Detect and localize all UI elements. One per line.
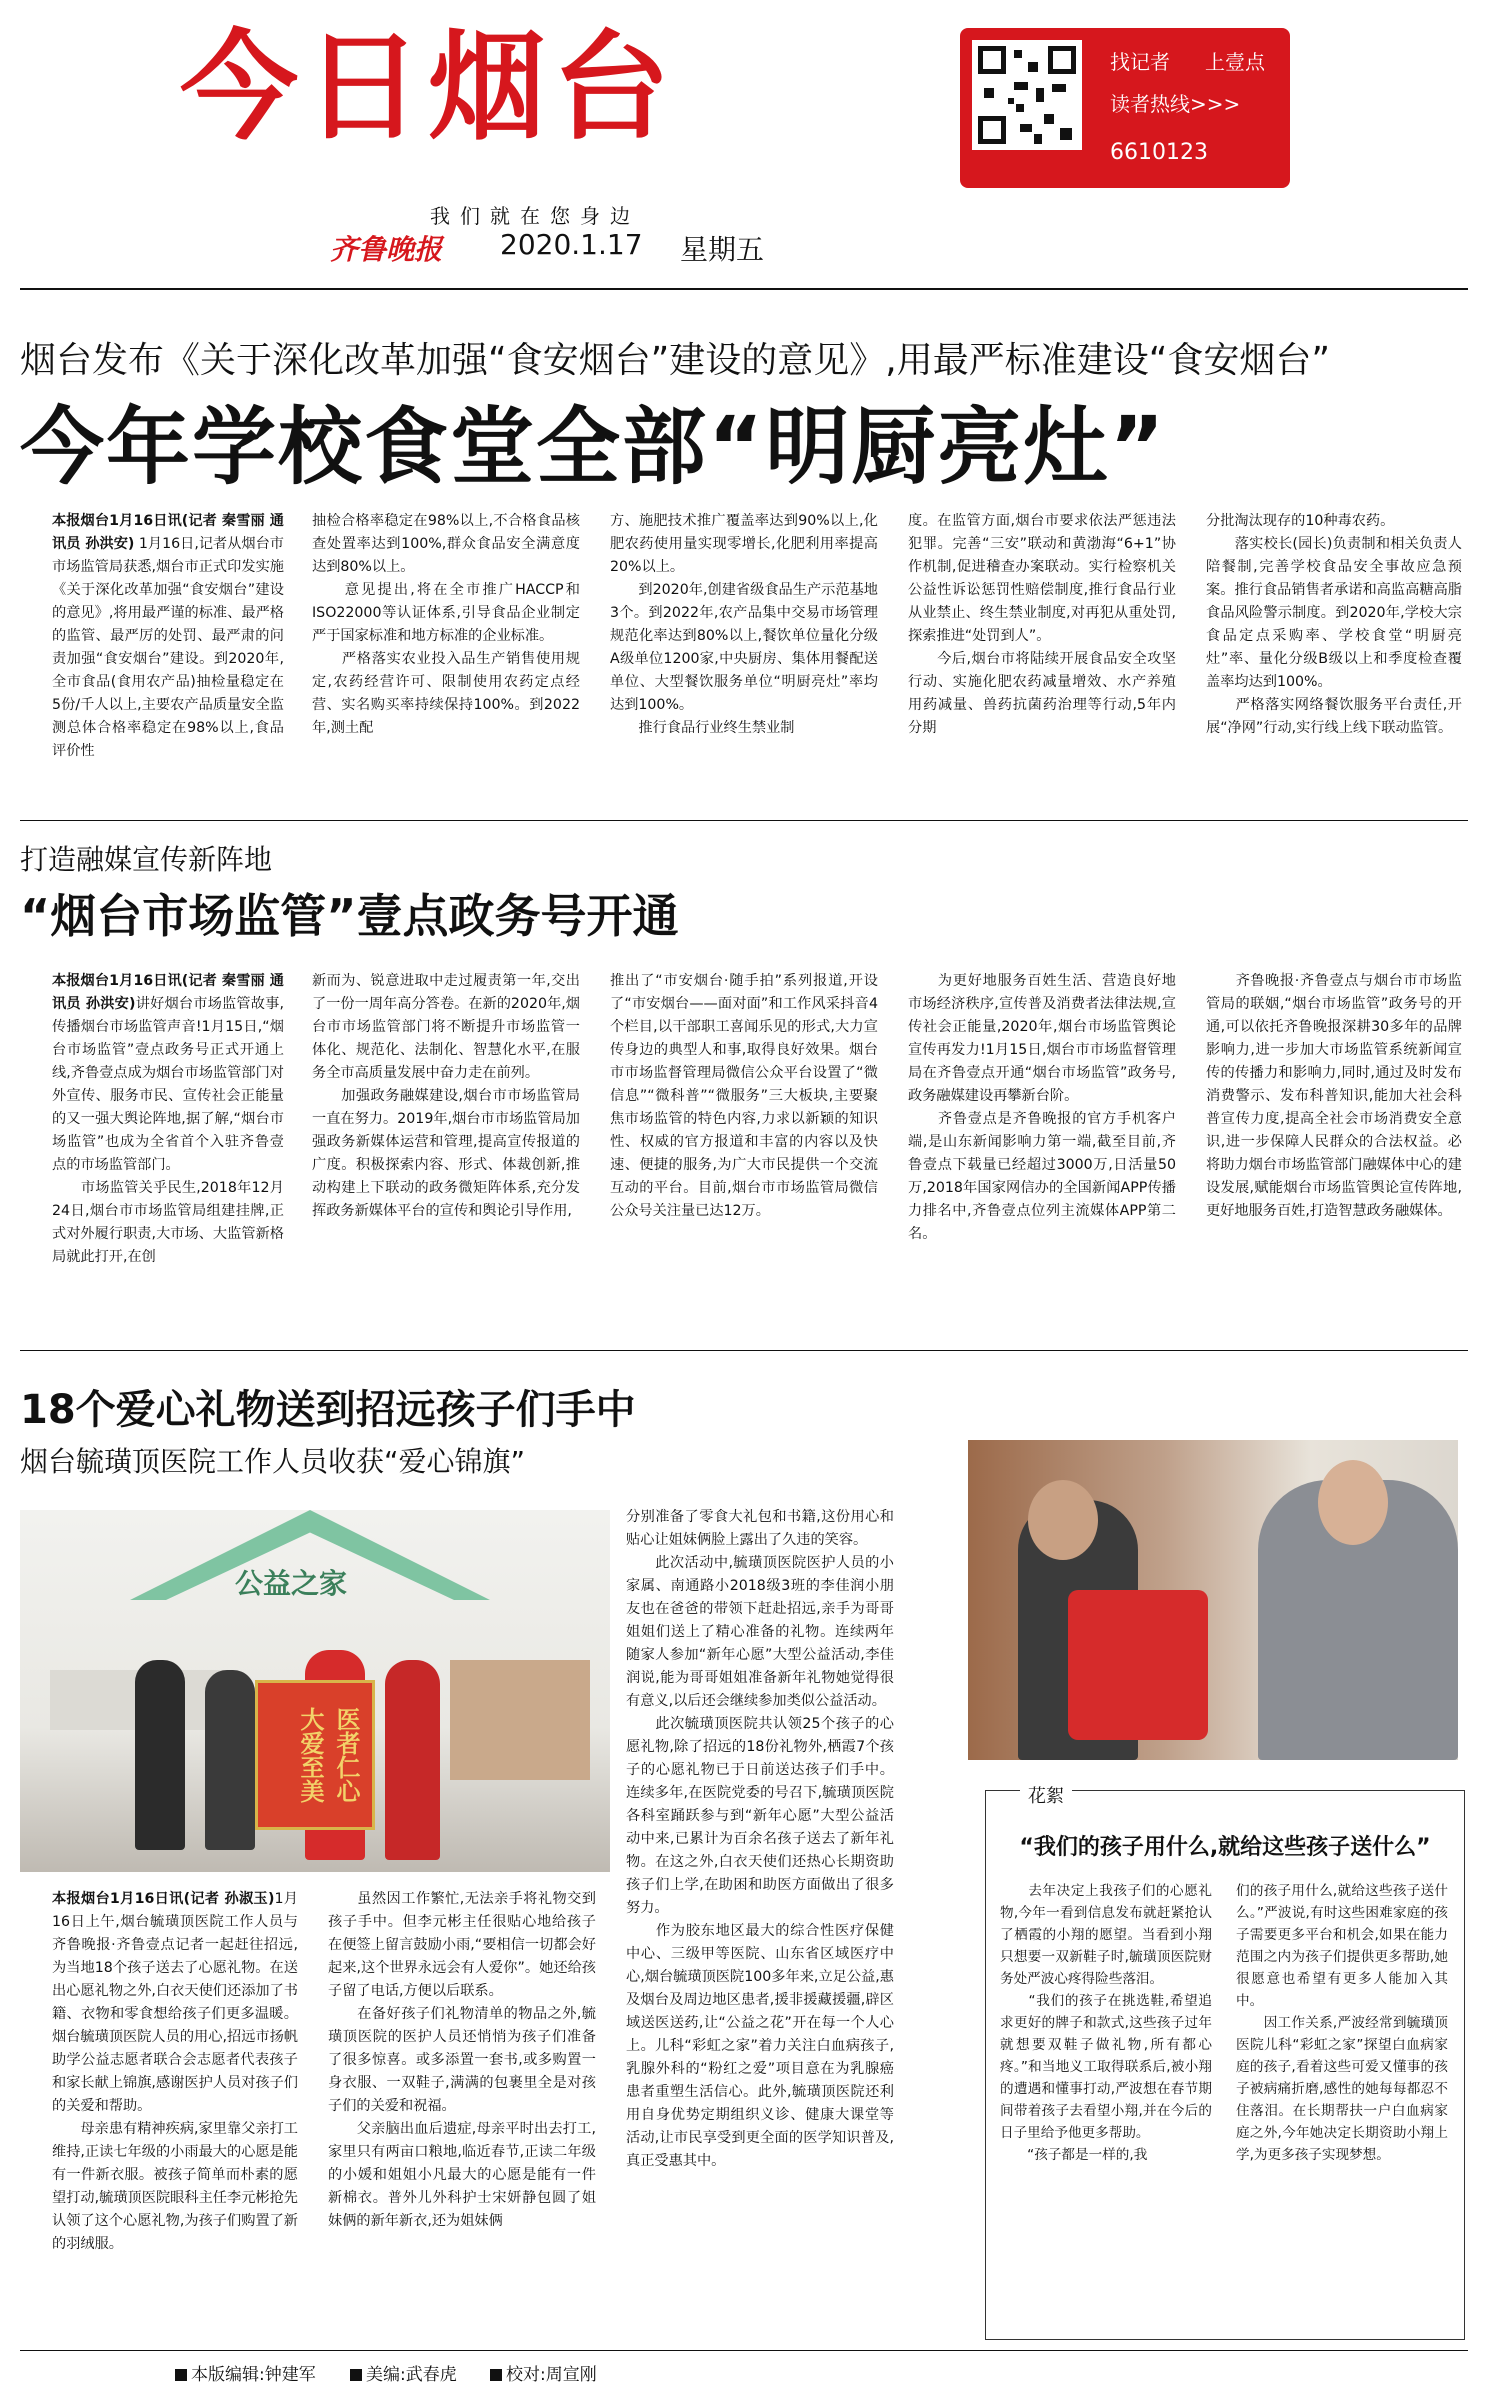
issue-weekday: 星期五 (680, 233, 765, 266)
section-divider-1 (20, 820, 1468, 821)
man-face (1318, 1460, 1388, 1545)
article3-text-1: 1月16日上午,烟台毓璜顶医院工作人员与齐鲁晚报·齐鲁壹点记者一起赶往招远,为当地18个孩子送去了心愿礼物。在送出心愿礼物之外,白衣天使们还添加了书籍、衣物和零食想给孩子们更多温暖。烟台毓璜顶医院人员的用心,招远市扬帆助学公益志愿者联合会志愿者代表孩子和家长献上锦旗,感谢医护人员对孩子们的关爱和帮助。 母亲患有精神疾病,家里靠父亲打工维持,正读七年级的小雨最大的心愿是能有一件新衣服。被孩子简单而朴素的愿望打动,毓璜顶医院眼科主任李元彬抢先认领了这个心愿礼物,为孩子们购置了新的羽绒服。 (52, 1891, 298, 2252)
section-divider-2 (20, 1350, 1468, 1351)
person-1 (135, 1660, 185, 1850)
footer-proofreader (490, 2360, 597, 2385)
article2-kicker: 打造融媒宣传新阵地 (20, 843, 273, 876)
bullet-square-icon (175, 2369, 187, 2381)
footer-editor (175, 2360, 316, 2385)
article3-column-1 (52, 1888, 298, 2256)
sidebar-title: “我们的孩子用什么,就给这些孩子送什么” (1019, 1835, 1431, 1860)
bullet-square-icon (350, 2369, 362, 2381)
bullet-square-icon (490, 2369, 502, 2381)
footer-editor-text: 本版编辑:钟建军 (191, 2365, 316, 2385)
article1-column-1 (52, 510, 284, 763)
footer-proofreader-text: 校对:周宣刚 (506, 2365, 597, 2385)
footer-designer (350, 2360, 457, 2385)
article2-column-5: 齐鲁晚报·齐鲁壹点与烟台市市场监管局的联姻,“烟台市场监管”政务号的开通,可以依托齐鲁晚报深耕30多年的品牌影响力,进一步加大市场监管系统新闻宣传的传播力和影响力,同时,通过及时发布消费警示、发布科普知识,能加大社会科普宣传力度,提高全社会市场消费安全意识,进一步保障人民群众的合法权益。必将助力烟台市场监管部门融媒体中心的建设发展,赋能烟台市场监管舆论宣传阵地,更好地服务百姓,打造智慧政务融媒体。 (1206, 973, 1462, 1219)
sidebar-column-2: 们的孩子用什么,就给这些孩子送什么。”严波说,有时这些困难家庭的孩子需要更多平台和机会,如果在能力范围之内为孩子们提供更多帮助,她很愿意也希望有更多人能加入其中。 因工作关系,严波经常到毓璜顶医院儿科“彩虹之家”探望白血病家庭的孩子,看着这些可爱又懂事的孩子被病痛折磨,感性的她每每都忍不住落泪。在长期帮扶一户白血病家庭之外,今年她决定长期资助小翔上学,为更多孩子实现梦想。 (1236, 1883, 1448, 2163)
sidebar-tag: 花絮 (1020, 1782, 1072, 1808)
article1-column-2: 抽检合格率稳定在98%以上,不合格食品核查处置率达到100%,群众食品安全满意度达到80%以上。 意见提出,将在全市推广HACCP和ISO22000等认证体系,引导食品企业制定严于国家标准和地方标准的企业标准。 严格落实农业投入品生产销售使用规定,农药经营许可、限制使用农药定点经营、实名购买率持续保持100%。到2022年,测土配 (312, 513, 580, 736)
article1-column-3: 方、施肥技术推广覆盖率达到90%以上,化肥农药使用量实现零增长,化肥利用率提高20%以上。 到2020年,创建省级食品生产示范基地3个。到2022年,农产品集中交易市场管理规范化率达到80%以上,餐饮单位量化分级A级单位1200家,中央厨房、集体用餐配送单位、大型餐饮服务单位“明厨亮灶”率均达到100%。 推行食品行业终生禁业制 (610, 513, 878, 736)
article1-headline: 今年学校食堂全部“明厨亮灶” (20, 398, 1167, 496)
masthead-brand: 齐鲁晚报 (330, 233, 443, 266)
masthead-slogan: 我们就在您身边 (430, 204, 640, 228)
hotline-number: 6610123 (1110, 140, 1208, 165)
masthead-title: 今日烟台 (180, 18, 677, 156)
masthead-rule (20, 288, 1468, 290)
gift-delivery-photo (968, 1440, 1458, 1760)
person-2 (205, 1670, 255, 1850)
article1-column-5: 分批淘汰现存的10种毒农药。 落实校长(园长)负责制和相关负责人陪餐制,完善学校食品安全事故应急预案。推行食品销售者承诺和高监高糖高脂食品风险警示制度。到2020年,学校大宗食品定点采购率、学校食堂“明厨亮灶”率、量化分级B级以上和季度检查覆盖率均达到100%。 严格落实网络餐饮服务平台责任,开展“净网”行动,实行线上线下联动监管。 (1206, 513, 1462, 736)
article3-column-3: 分别准备了零食大礼包和书籍,这份用心和贴心让姐妹俩脸上露出了久违的笑容。 此次活动中,毓璜顶医院医护人员的小家属、南通路小2018级3班的李佳润小朋友也在爸爸的带领下赶赴招远,亲手为哥哥姐姐们送上了精心准备的礼物。连续两年随家人参加“新年心愿”大型公益活动,李佳润说,能为哥哥姐姐准备新年礼物她觉得很有意义,以后还会继续参加类似公益活动。 此次毓璜顶医院共认领25个孩子的心愿礼物,除了招远的18份礼物外,栖霞7个孩子的心愿礼物已于日前送达孩子们手中。连续多年,在医院党委的号召下,毓璜顶医院各科室踊跃参与到“新年心愿”大型公益活动中来,已累计为百余名孩子送去了新年礼物。在这之外,白衣天使们还热心长期资助孩子们上学,在助困和助医方面做出了很多努力。 作为胶东地区最大的综合性医疗保健中心、三级甲等医院、山东省区域医疗中心,烟台毓璜顶医院100多年来,立足公益,惠及烟台及周边地区患者,援非援藏援疆,辟区域送医送药,让“公益之花”开在每一个人心上。儿科“彩虹之家”着力关注白血病孩子,乳腺外科的“粉红之爱”项目意在为乳腺癌患者重塑生活信心。此外,毓璜顶医院还利用自身优势定期组织义诊、健康大课堂等活动,让市民享受到更全面的医学知识普及,真正受惠其中。 (626, 1509, 894, 2169)
app-label: 上壹点 (1205, 50, 1265, 74)
gift-bag (1068, 1590, 1208, 1740)
article1-column-4: 度。在监管方面,烟台市要求依法严惩违法犯罪。完善“三安”联动和黄渤海“6+1”协作机制,促进稽查办案联动。实行检察机关公益性诉讼惩罚性赔偿制度,推行食品行业从业禁止、终生禁业制度,对再犯从重处罚,探索推进“处罚到人”。 今后,烟台市将陆续开展食品安全攻坚行动、实施化肥农药减量增效、水产养殖用药减量、兽药抗菌药治理等行动,5年内分期 (908, 513, 1176, 736)
honor-banner: 医者仁心 大爱至美 (255, 1680, 375, 1830)
photo-wall-sign: 公益之家 (235, 1567, 348, 1600)
footer-designer-text: 美编:武春虎 (366, 2365, 457, 2385)
hotline-label: 读者热线>>> (1110, 92, 1241, 116)
article3-byline: 本报烟台1月16日讯(记者 孙淑玉) (52, 1891, 275, 1907)
article3-column-2: 虽然因工作繁忙,无法亲手将礼物交到孩子手中。但李元彬主任很贴心地给孩子在便签上留言鼓励小雨,“要相信一切都会好起来,这个世界永远会有人爱你”。她还给孩子留了电话,方便以后联系。 在备好孩子们礼物清单的物品之外,毓璜顶医院的医护人员还悄悄为孩子们准备了很多惊喜。或多添置一套书,或多购置一身衣服、一双鞋子,满满的包裹里全是对孩子们的关爱和祝福。 父亲脑出血后遗症,母亲平时出去打工,家里只有两亩口粮地,临近春节,正读二年级的小媛和姐姐小凡最大的心愿是能有一件新棉衣。普外儿外科护士宋妍静包圆了姐妹俩的新年新衣,还为姐妹俩 (328, 1891, 596, 2229)
footer-rule (20, 2350, 1468, 2351)
article2-headline: “烟台市场监管”壹点政务号开通 (20, 889, 679, 943)
child-face (1028, 1480, 1098, 1560)
reporter-label: 找记者 (1110, 50, 1170, 74)
person-4 (385, 1660, 440, 1860)
article2-text-1: 讲好烟台市场监管故事,传播烟台市场监管声音!1月15日,“烟台市场监管”壹点政务号正式开通上线,齐鲁壹点成为烟台市场监管部门对外宣传、服务市民、宣传社会正能量的又一强大舆论阵地,据了解,“烟台市场监管”也成为全省首个入驻齐鲁壹点的市场监管部门。 市场监管关乎民生,2018年12月24日,烟台市市场监管局组建挂牌,正式对外履行职责,大市场、大监管新格局就此打开,在创 (52, 996, 284, 1265)
wall-board (450, 1660, 590, 1780)
article2-column-2: 新而为、锐意进取中走过履责第一年,交出了一份一周年高分答卷。在新的2020年,烟台市市场监管部门将不断提升市场监管一体化、规范化、法制化、智慧化水平,在服务全市高质量发展中奋力走在前列。 加强政务融媒建设,烟台市市场监管局一直在努力。2019年,烟台市市场监管局加强政务新媒体运营和管理,提高宣传报道的广度。积极探索内容、形式、体裁创新,推动构建上下联动的政务微矩阵体系,充分发挥政务新媒体平台的宣传和舆论引导作用, (312, 973, 580, 1219)
article1-text-1: 1月16日,记者从烟台市市场监管局获悉,烟台市正式印发实施《关于深化改革加强“食安烟台”建设的意见》,将用最严谨的标准、最严格的监管、最严厉的处罚、最严肃的问责加强“食安烟台”建设。到2020年,全市食品(食用农产品)抽检量稳定在5份/千人以上,主要农产品质量安全监测总体合格率稳定在98%以上,食品评价性 (52, 536, 284, 759)
article3-headline: 18个爱心礼物送到招远孩子们手中 (20, 1387, 636, 1433)
sidebar-column-1: 去年决定上我孩子们的心愿礼物,今年一看到信息发布就赶紧抢认了栖霞的小翔的愿望。当看到小翔只想要一双新鞋子时,毓璜顶医院财务处严波心疼得险些落泪。 “我们的孩子在挑选鞋,希望追求更好的牌子和款式,这些孩子过年就想要双鞋子做礼物,所有都心疼。”和当地义工取得联系后,被小翔的遭遇和懂事打动,严波想在春节期间带着孩子去看望小翔,并在今后的日子里给予他更多帮助。 “孩子都是一样的,我 (1000, 1883, 1212, 2163)
article2-column-4: 为更好地服务百姓生活、营造良好地市场经济秩序,宣传普及消费者法律法规,宣传社会正能量,2020年,烟台市场监管舆论宣传再发力!1月15日,烟台市市场监督管理局在齐鲁壹点开通“烟台市场监管”政务号,政务融媒建设再攀新台阶。 齐鲁壹点是齐鲁晚报的官方手机客户端,是山东新闻影响力第一端,截至目前,齐鲁壹点下载量已经超过3000万,日活量50万,2018年国家网信办的全国新闻APP传播力排名中,齐鲁壹点位列主流媒体APP第二名。 (908, 973, 1176, 1242)
article2-column-3: 推出了“市安烟台·随手拍”系列报道,开设了“市安烟台——面对面”和工作风采抖音4个栏目,以干部职工喜闻乐见的形式,大力宣传身边的典型人和事,取得良好效果。烟台市市场监督管理局微信公众平台设置了“微信息”“微科普”“微服务”三大板块,主要聚焦市场监管的特色内容,力求以新颖的知识性、权威的官方报道和丰富的内容以及快速、便捷的服务,为广大市民提供一个交流互动的平台。目前,烟台市市场监管局微信公众号关注量已达12万。 (610, 973, 878, 1219)
article3-subhead: 烟台毓璜顶医院工作人员收获“爱心锦旗” (20, 1445, 526, 1478)
article2-column-1 (52, 970, 284, 1269)
article2-byline: 本报烟台1月16日讯(记者 秦雪丽 通讯员 孙洪安) (52, 973, 284, 1012)
volunteers-photo (20, 1510, 610, 1872)
article1-kicker: 烟台发布《关于深化改革加强“食安烟台”建设的意见》,用最严标准建设“食安烟台” (20, 340, 1331, 381)
qr-code-icon (972, 40, 1082, 150)
article1-byline: 本报烟台1月16日讯(记者 秦雪丽 通讯员 孙洪安) (52, 513, 284, 552)
issue-date: 2020.1.17 (500, 228, 643, 261)
